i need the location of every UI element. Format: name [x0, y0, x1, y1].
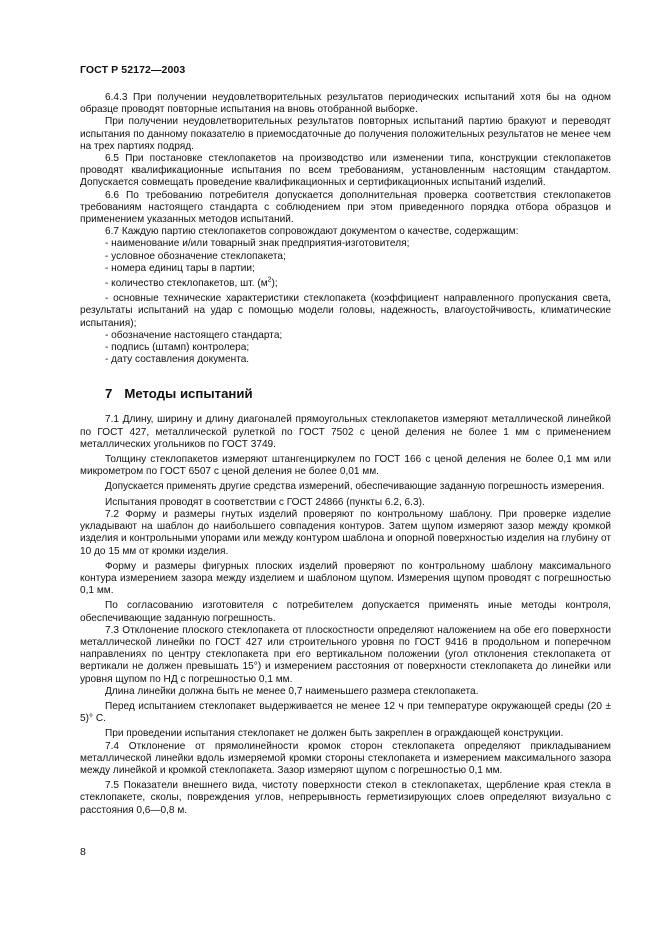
document-header: ГОСТ Р 52172—2003: [80, 64, 186, 76]
list-item: - обозначение настоящего стандарта;: [105, 329, 283, 341]
paragraph-6-4-3: 6.4.3 При получении неудовлетворительных результатов периодических испытаний хотя бы на одном образце проводят повторные испытания на вновь отобранной выборке.: [80, 92, 611, 116]
paragraph-conditioning: Перед испытанием стеклопакет выдерживается не менее 12 ч при температуре окружающей среды (20 ± 5)° С.: [80, 700, 611, 725]
paragraph-other-instruments: Допускается применять другие средства измерений, обеспечивающие заданную погрешность измерения.: [105, 481, 605, 493]
list-item-properties: - основные технические характеристики стеклопакета (коэффициент направленного пропускания света, результаты испытаний на удар с помощью модели головы, надежность, влагоустойчивость, климатические испытания);: [80, 293, 611, 329]
quantity-end: );: [271, 278, 278, 290]
paragraph-figured-products: Форму и размеры фигурных плоских изделий проверяют по контрольному шаблону максимального контура измерением зазора между изделием и шаблоном щупом. Измерения щупом проводят с погрешностью 0,1 мм.: [80, 560, 611, 597]
quantity-superscript: 2: [267, 276, 272, 284]
paragraph-7-5: 7.5 Показатели внешнего вида, чистоту поверхности стекол в стеклопакетах, щербление края стекла в стеклопакете, сколы, повреждения углов, непрерывность герметизирующих слоев определяют визуально с расстояния 0,6—0,8 м.: [80, 780, 611, 816]
paragraph-7-2: 7.2 Форму и размеры гнутых изделий проверяют по контрольному шаблону. При проверке изделие укладывают на шаблон до наибольшего совпадения контуров. Затем щупом измеряют зазор между кромкой изделия и контрольными упорами или между контуром шаблона и опорной поверхностью изделия на глубину от 10 до 15 мм от кромки изделия.: [80, 508, 611, 557]
list-item: - условное обозначение стеклопакета;: [105, 250, 286, 262]
quantity-text: - количество стеклопакетов, шт. (м: [105, 278, 268, 290]
document-body: [80, 92, 611, 817]
paragraph-other-methods: По согласованию изготовителя с потребителем допускается применять иные методы контроля, обеспечивающие заданную погрешность.: [80, 600, 611, 624]
paragraph-6-5: 6.5 При постановке стеклопакетов на производство или изменении типа, конструкции стеклопакетов проводят квалификационные испытания по всем требованиям, установленным настоящим стандартом. Допускается совмещать проведение квалификационных и сертификационных испытаний изделий.: [80, 153, 611, 189]
paragraph-thickness: Толщину стеклопакетов измеряют штангенциркулем по ГОСТ 166 с ценой деления не более 0,1 мм или микрометром по ГОСТ 6507 с ценой деления не более 0,01 мм.: [80, 454, 611, 478]
paragraph-7-4: 7.4 Отклонение от прямолинейности кромок сторон стеклопакета определяют прикладыванием металлической линейки вдоль измеряемой кромки стороны стеклопакета и измерением максимального зазора между линейкой и кромкой стеклопакета. Зазор измеряют щупом с погрешностью 0,1 мм.: [80, 740, 611, 776]
list-item: - подпись (штамп) контролера;: [105, 342, 250, 354]
paragraph-6-4-3-repeat: При получении неудовлетворительных результатов повторных испытаний партию бракуют и переводят испытания по данному показателю в приемосдаточные до получения положительных результатов не менее чем на трех партиях подряд.: [80, 116, 611, 152]
list-item: - дату составления документа.: [105, 354, 250, 366]
paragraph-6-7: 6.7 Каждую партию стеклопакетов сопровождают документом о качестве, содержащим:: [105, 226, 519, 238]
paragraph-ruler-length: Длина линейки должна быть не менее 0,7 наименьшего размера стеклопакета.: [105, 685, 479, 697]
paragraph-7-3: 7.3 Отклонение плоского стеклопакета от плоскостности определяют наложением на обе его поверхности металлической линейки по ГОСТ 427 или строительного уровня по ГОСТ 9416 в продольном и поперечном направлениях по центру стеклопакета при его вертикальном положении (угол отклонения стеклопакета от вертикали не должен превышать 15°) и измерением расстояния от поверхности стеклопакета до линейки или уровня щупом по НД с погрешностью 0,1 мм.: [80, 624, 611, 685]
section-number: 7: [105, 386, 113, 402]
list-item: - наименование и/или товарный знак предприятия-изготовителя;: [105, 238, 410, 250]
section-heading: [105, 386, 611, 402]
list-item: - номера единиц тары в партии;: [105, 262, 255, 274]
paragraph-6-6: 6.6 По требованию потребителя допускается дополнительная проверка соответствия стеклопакетов требованиям настоящего стандарта с соблюдением при этом приведенного порядка отбора образцов и применением указанных методов испытаний.: [80, 189, 611, 226]
section-title: Методы испытаний: [124, 386, 253, 402]
paragraph-7-1: 7.1 Длину, ширину и длину диагоналей прямоугольных стеклопакетов измеряют металлической линейкой по ГОСТ 427, металлической рулеткой по ГОСТ 7502 с ценой деления не более 1 мм с применением металлических угольников по ГОСТ 3749.: [80, 414, 611, 450]
paragraph-gost-24866: Испытания проводят в соответствии с ГОСТ 24866 (пункты 6.2, 6.3).: [105, 496, 425, 508]
page-number: 8: [80, 846, 86, 858]
list-item-quantity: [80, 278, 611, 290]
paragraph-not-fixed: При проведении испытания стеклопакет не должен быть закреплен в ограждающей конструкции.: [105, 728, 564, 740]
